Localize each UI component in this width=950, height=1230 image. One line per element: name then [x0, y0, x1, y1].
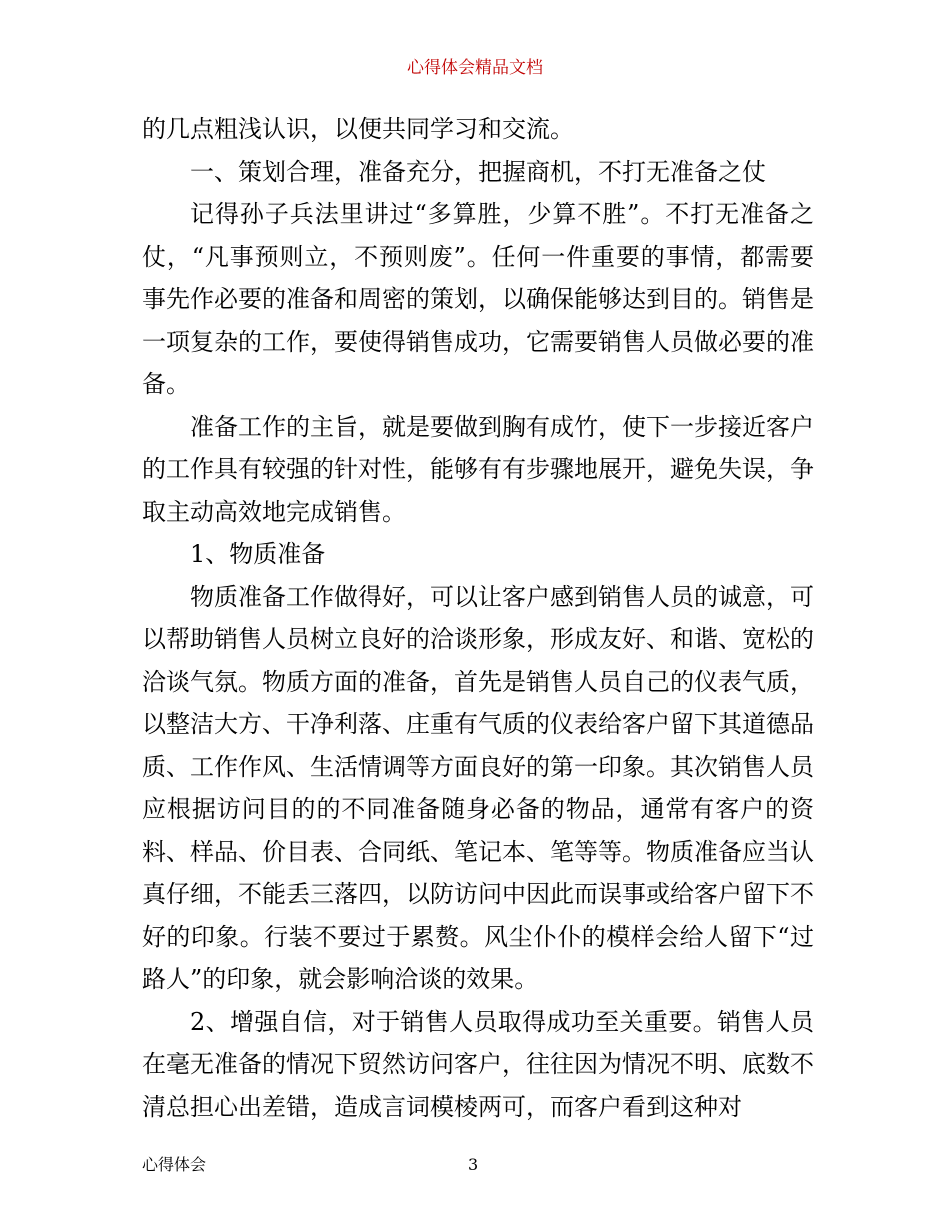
footer-label: 心得体会: [142, 1155, 207, 1174]
paragraph: 物质准备工作做得好，可以让客户感到销售人员的诚意，可以帮助销售人员树立良好的洽谈形象，形成友好、和谐、宽松的洽谈气氛。物质方面的准备，首先是销售人员自己的仪表气质，以整洁大方、干净利落、庄重有气质的仪表给客户留下其道德品质、工作作风、生活情调等方面良好的第一印象。其次销售人员应根据访问目的的不同准备随身必备的物品，通常有客户的资料、样品、价目表、合同纸、笔记本、笔等等。物质准备应当认真仔细，不能丢三落四，以防访问中因此而误事或给客户留下不好的印象。行装不要过于累赘。风尘仆仆的模样会给人留下“过路人”的印象，就会影响洽谈的效果。: [142, 582, 814, 993]
document-body: [142, 108, 814, 1128]
section-heading: 一、策划合理，准备充分，把握商机，不打无准备之仗: [190, 157, 766, 186]
page-number: 3: [468, 1155, 479, 1174]
paragraph: 准备工作的主旨，就是要做到胸有成竹，使下一步接近客户的工作具有较强的针对性，能够有有步骤地展开，避免失误，争取主动高效地完成销售。: [142, 412, 814, 526]
paragraph-continuation: 的几点粗浅认识，以便共同学习和交流。: [142, 115, 574, 143]
paragraph: 2、增强自信，对于销售人员取得成功至关重要。销售人员在毫无准备的情况下贸然访问客户，往往因为情况不明、底数不清总担心出差错，造成言词模棱两可，而客户看到这种对: [142, 1007, 814, 1121]
paragraph: 记得孙子兵法里讲过“多算胜，少算不胜”。不打无准备之仗，“凡事预则立，不预则废”。任何一件重要的事情，都需要事先作必要的准备和周密的策划，以确保能够达到目的。销售是一项复杂的工作，要使得销售成功，它需要销售人员做必要的准备。: [142, 200, 814, 398]
subsection-heading: 1、物质准备: [190, 540, 326, 568]
page-header-title: 心得体会精品文档: [407, 58, 543, 78]
